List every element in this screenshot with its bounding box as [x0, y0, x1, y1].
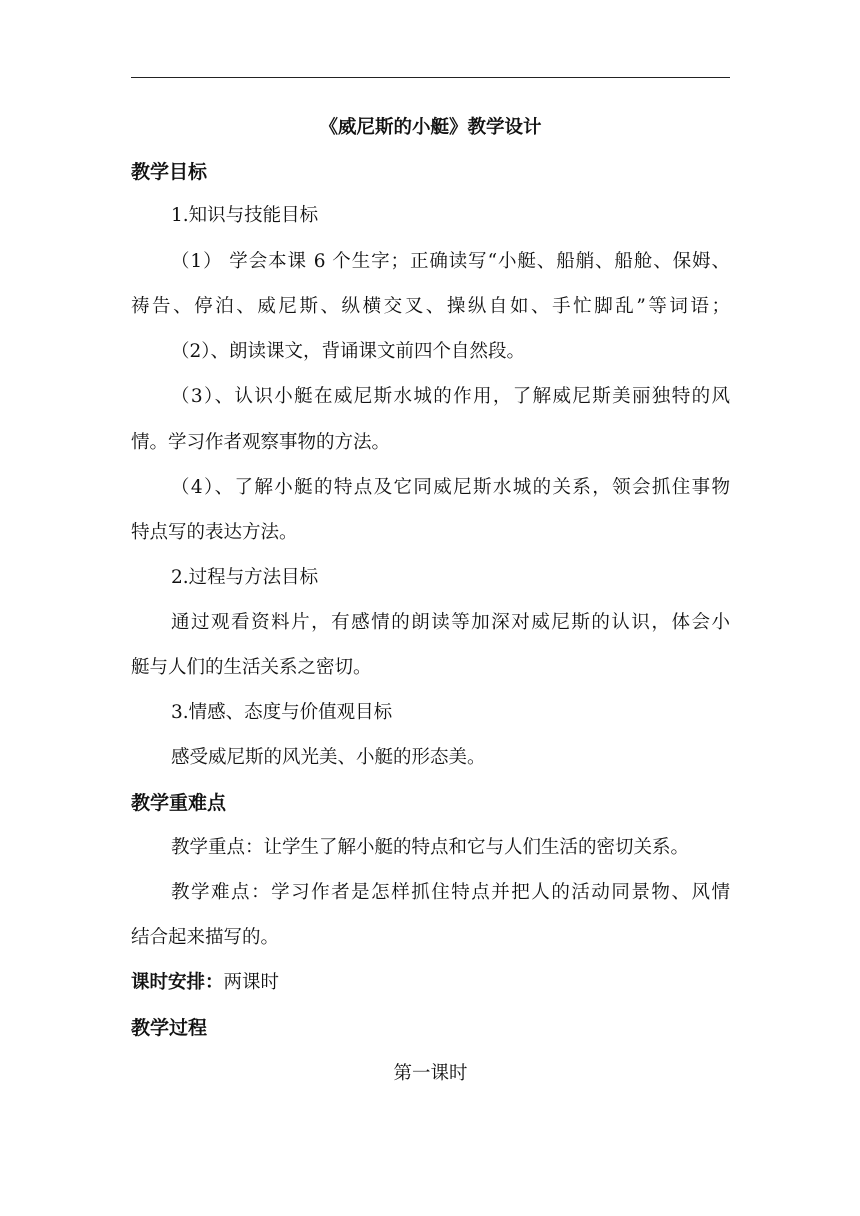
- objective-1-item-2: （2）、朗读课文，背诵课文前四个自然段。: [171, 341, 526, 362]
- section-heading-key-points: 教学重难点: [131, 792, 227, 814]
- objective-1-item-4-line-2: 特点写的表达方法。: [131, 522, 298, 543]
- document-title: 《威尼斯的小艇》教学设计: [319, 117, 542, 138]
- objective-2-text-line-1: 通过观看资料片，有感情的朗读等加深对威尼斯的认识，体会小: [171, 612, 730, 633]
- section-heading-objectives: 教学目标: [131, 161, 208, 183]
- lesson-one-heading: 第一课时: [393, 1063, 468, 1084]
- schedule-label: 课时安排：: [131, 972, 224, 993]
- section-heading-process: 教学过程: [131, 1017, 208, 1039]
- objective-1-item-4-line-1: （4）、了解小艇的特点及它同威尼斯水城的关系，领会抓住事物: [171, 477, 730, 498]
- header-rule: [131, 77, 730, 78]
- objective-1-item-3-line-2: 情。学习作者观察事物的方法。: [131, 432, 391, 453]
- difficulty-text-line-2: 结合起来描写的。: [131, 927, 280, 948]
- objective-3-text: 感受威尼斯的风光美、小艇的形态美。: [171, 747, 486, 768]
- objective-1-item-1-line-1: （1） 学会本课 6 个生字；正确读写“小艇、船艄、船舱、保姆、: [171, 251, 730, 272]
- objective-2-text-line-2: 艇与人们的生活关系之密切。: [131, 657, 372, 678]
- difficulty-text-line-1: 教学难点：学习作者是怎样抓住特点并把人的活动同景物、风情: [171, 882, 730, 903]
- objective-2-heading: 2.过程与方法目标: [171, 567, 319, 588]
- objective-3-heading: 3.情感、态度与价值观目标: [171, 702, 393, 723]
- document-page: [131, 0, 730, 1216]
- key-point-text: 教学重点：让学生了解小艇的特点和它与人们生活的密切关系。: [171, 837, 690, 858]
- objective-1-item-1-line-2: 祷告、停泊、威尼斯、纵横交叉、操纵自如、手忙脚乱”等词语；: [131, 296, 730, 317]
- objective-1-heading: 1.知识与技能目标: [171, 205, 319, 226]
- schedule-line: [131, 972, 730, 994]
- schedule-value: 两课时: [223, 972, 280, 993]
- objective-1-item-3-line-1: （3）、认识小艇在威尼斯水城的作用，了解威尼斯美丽独特的风: [171, 386, 730, 407]
